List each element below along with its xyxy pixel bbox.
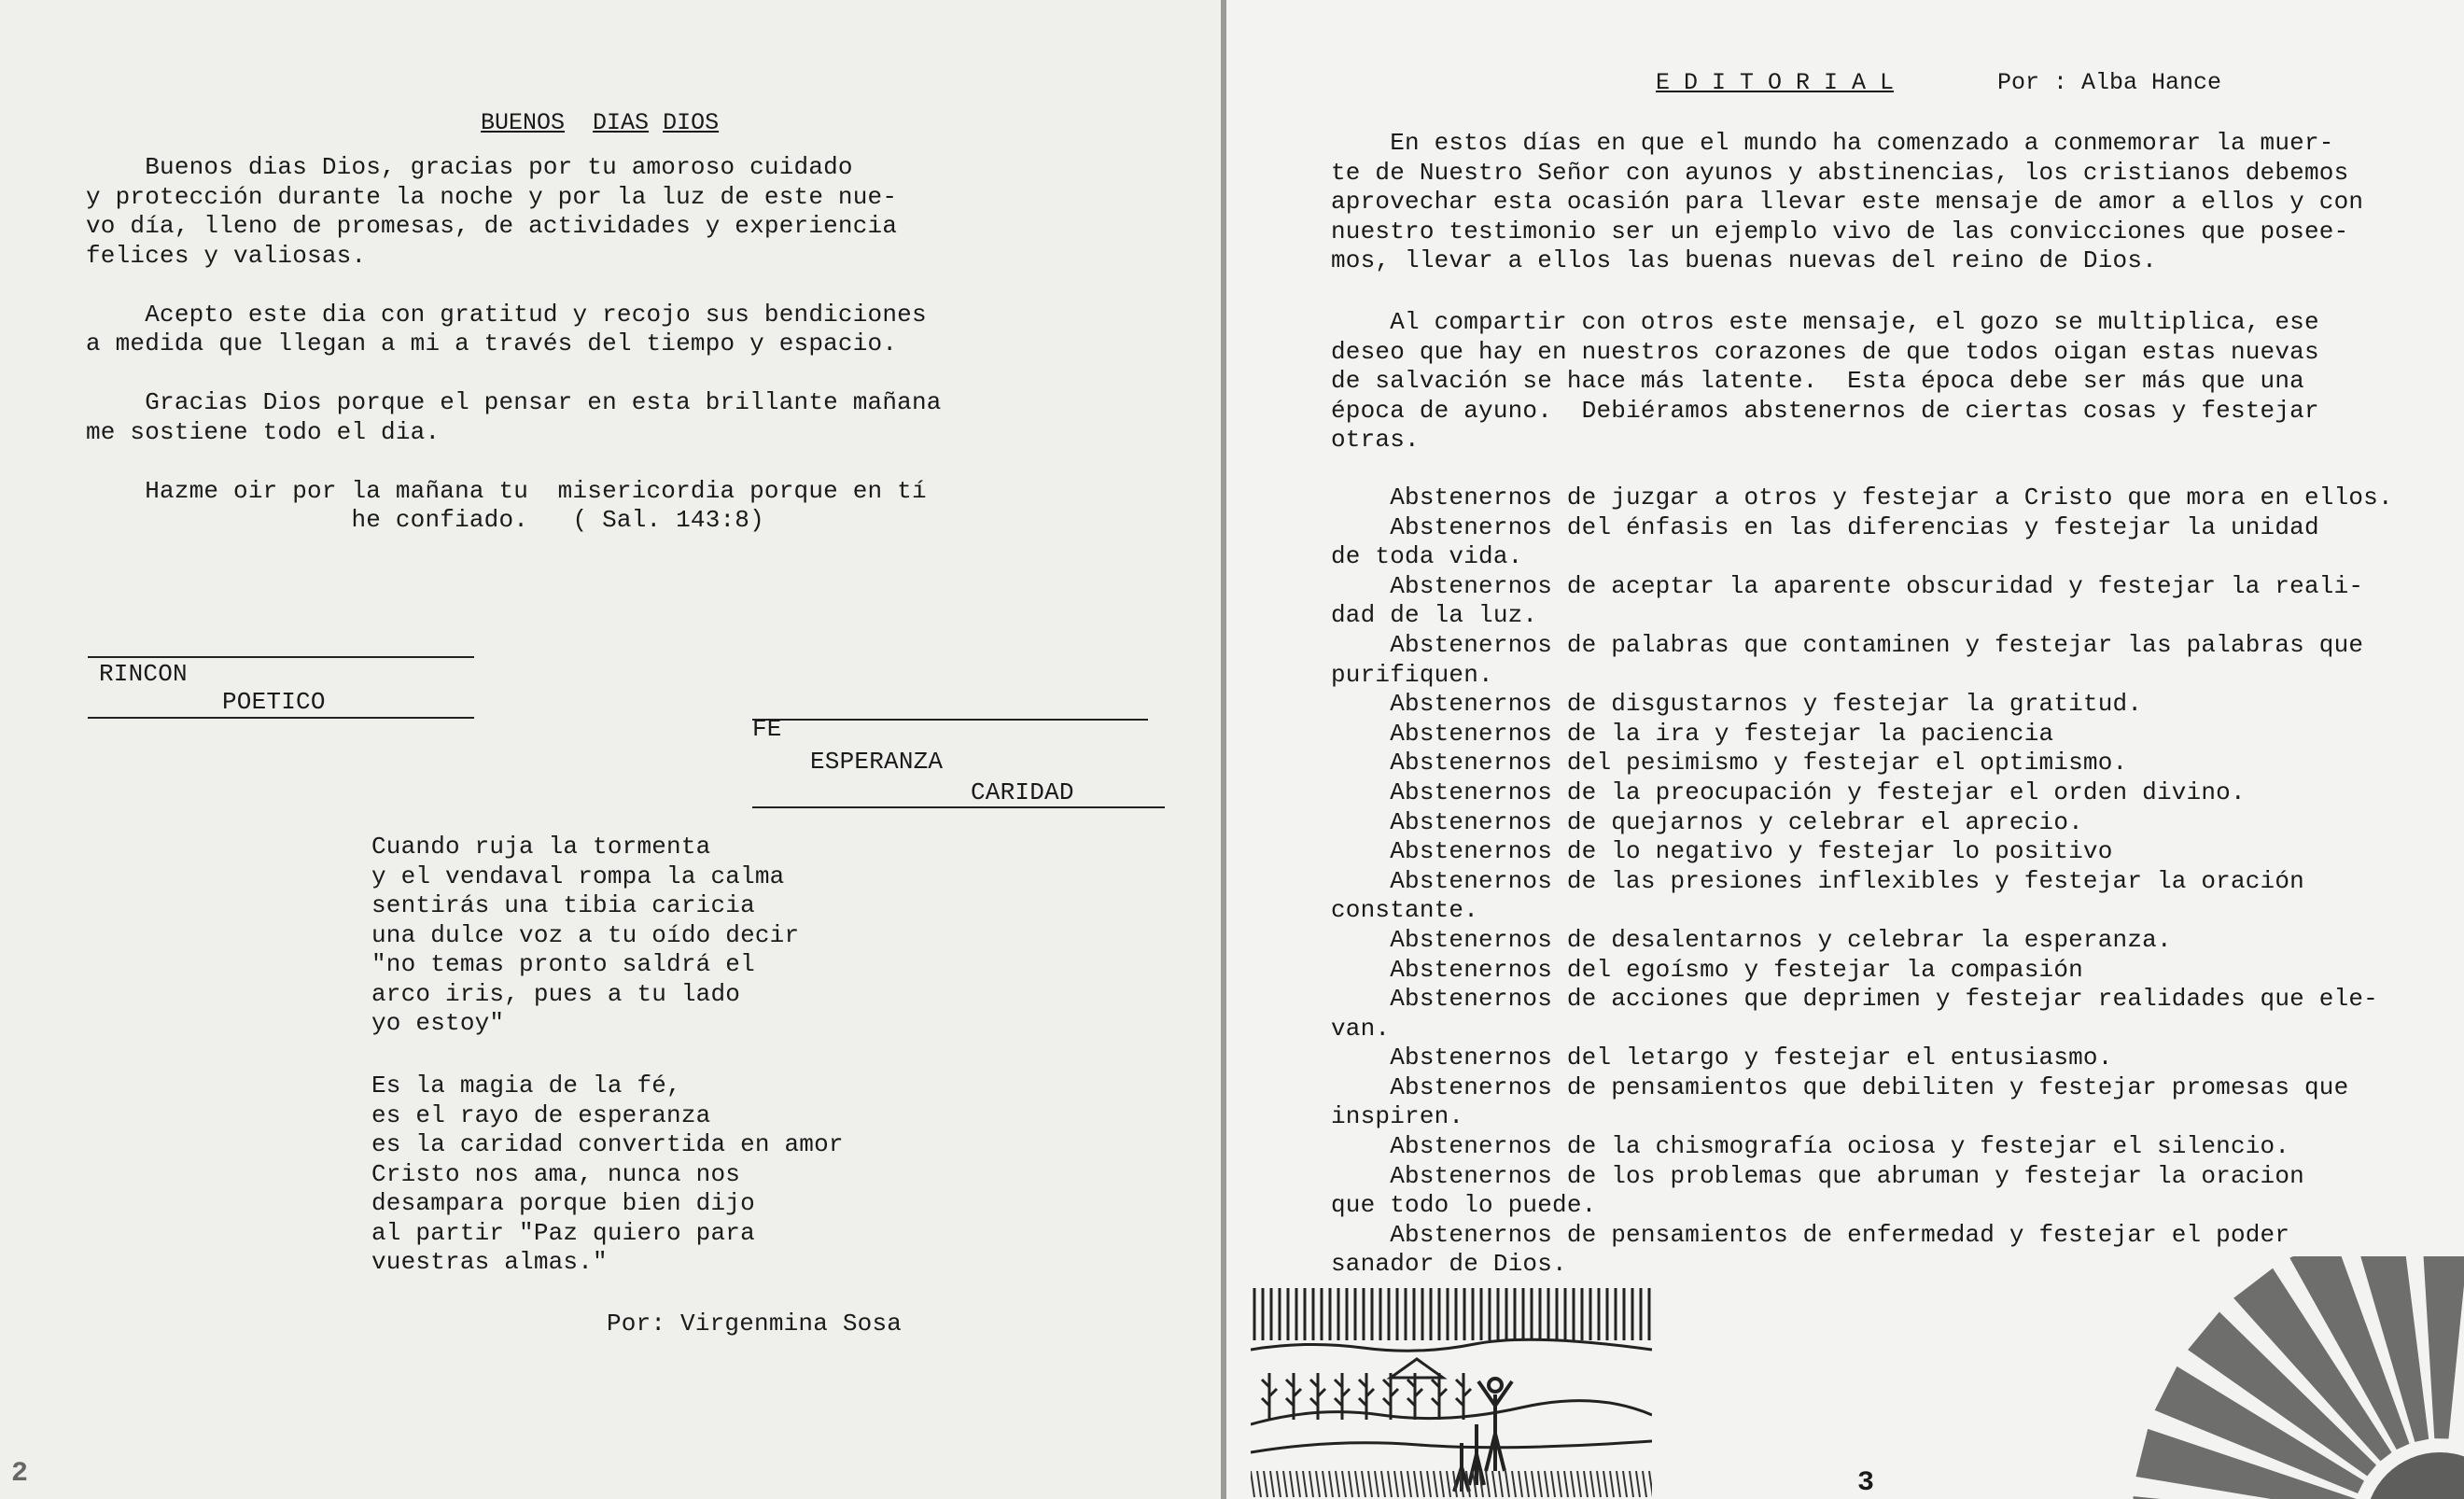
editorial-line: nuestro testimonio ser un ejemplo vivo de las convicciones que posee- (1331, 217, 2349, 245)
editorial-line: época de ayuno. Debiéramos abstenernos de ciertas cosas y festejar (1331, 396, 2319, 425)
title-word: DIAS (593, 109, 650, 136)
prayer-line: y protección durante la noche y por la luz de este nue- (86, 182, 898, 211)
prayer-line: felices y valiosas. (86, 241, 367, 270)
prayer-title (425, 82, 719, 163)
list-line: Abstenernos del énfasis en las diferencias y festejar la unidad (1331, 512, 2319, 541)
editorial-line: Al compartir con otros este mensaje, el gozo se multiplica, ese (1331, 308, 2319, 336)
page-number: 2 (11, 1458, 29, 1490)
prayer-line: Buenos dias Dios, gracias por tu amoroso cuidado (86, 153, 853, 181)
rule-line (752, 806, 1165, 808)
list-line: Abstenernos de acciones que deprimen y festejar realidades que ele- (1331, 985, 2378, 1014)
prayer-line: Gracias Dios porque el pensar en esta brillante mañana (86, 388, 942, 416)
prayer-line: Acepto este dia con gratitud y recojo sus bendiciones (86, 300, 927, 329)
rule-line (88, 717, 474, 719)
poem-line: desampara porque bien dijo (371, 1189, 755, 1217)
list-line: Abstenernos del pesimismo y festejar el optimismo. (1331, 749, 2128, 778)
poem-line: Cuando ruja la tormenta (371, 833, 711, 861)
poem-line: una dulce voz a tu oído decir (371, 920, 800, 949)
poem-author: Por: Virgenmina Sosa (607, 1310, 903, 1338)
editorial-byline: Por : Alba Hance (1997, 69, 2222, 96)
editorial-line: mos, llevar a ellos las buenas nuevas del reino de Dios. (1331, 246, 2157, 274)
list-line: Abstenernos de las presiones inflexibles y festejar la oración (1331, 866, 2304, 895)
editorial-line: aprovechar esta ocasión para llevar este mensaje de amor a ellos y con (1331, 188, 2364, 216)
prayer-line: vo día, lleno de promesas, de actividades y experiencia (86, 212, 898, 240)
sun-illustration (2066, 1256, 2464, 1499)
word-esperanza: ESPERANZA (810, 748, 944, 776)
prayer-line (86, 447, 942, 477)
list-line: Abstenernos de los problemas que abruman y festejar la oracion (1331, 1161, 2304, 1190)
editorial-paragraph-2 (1331, 308, 2319, 455)
rule-line (752, 719, 1148, 721)
prayer-line: me sostiene todo el dia. (86, 417, 441, 446)
list-line: Abstenernos de lo negativo y festejar lo positivo (1331, 837, 2113, 866)
section-rincon: RINCON (99, 660, 188, 688)
landscape-illustration (1251, 1284, 1652, 1499)
list-line: Abstenernos del letargo y festejar el entusiasmo. (1331, 1044, 2113, 1072)
list-line: constante. (1331, 896, 1479, 925)
poem-line: y el vendaval rompa la calma (371, 862, 785, 890)
list-line: Abstenernos de disgustarnos y festejar la gratitud. (1331, 690, 2143, 719)
list-line: que todo lo puede. (1331, 1191, 1597, 1220)
list-line: Abstenernos de pensamientos de enfermedad y festejar el poder (1331, 1220, 2290, 1249)
title-word: DIOS (663, 109, 720, 136)
list-line: Abstenernos de la ira y festejar la paciencia (1331, 719, 2054, 748)
list-line: Abstenernos de palabras que contaminen y festejar las palabras que (1331, 630, 2364, 659)
list-line: Abstenernos de la chismografía ociosa y festejar el silencio. (1331, 1132, 2290, 1161)
prayer-text (86, 153, 942, 536)
prayer-line (86, 359, 942, 389)
poem-stanza-2 (371, 1072, 844, 1278)
editorial-line: de salvación se hace más latente. Esta época debe ser más que una (1331, 367, 2304, 395)
poem-line: es la caridad convertida en amor (371, 1130, 844, 1158)
editorial-line: te de Nuestro Señor con ayunos y abstinencias, los cristianos debemos (1331, 158, 2349, 187)
list-line: Abstenernos de juzgar a otros y festejar a Cristo que mora en ellos. (1331, 483, 2393, 511)
list-line: purifiquen. (1331, 660, 1493, 689)
editorial-line: deseo que hay en nuestros corazones de que todos oigan estas nuevas (1331, 337, 2319, 366)
prayer-line: he confiado. ( Sal. 143:8) (86, 506, 764, 534)
poem-line: Es la magia de la fé, (371, 1072, 681, 1100)
list-line: Abstenernos de aceptar la aparente obscuridad y festejar la reali- (1331, 571, 2364, 600)
list-line: Abstenernos del egoísmo y festejar la compasión (1331, 955, 2083, 984)
list-line: de toda vida. (1331, 542, 1523, 571)
poem-line: yo estoy" (371, 1009, 505, 1037)
poem-line: es el rayo de esperanza (371, 1100, 711, 1129)
list-line: Abstenernos de desalentarnos y celebrar la esperanza. (1331, 925, 2172, 954)
list-line: Abstenernos de quejarnos y celebrar el aprecio. (1331, 807, 2083, 836)
list-line: Abstenernos de pensamientos que debiliten y festejar promesas que (1331, 1072, 2349, 1101)
poem-line: al partir "Paz quiero para (371, 1218, 755, 1247)
page-number: 3 (1857, 1467, 1875, 1499)
list-line: inspiren. (1331, 1102, 1464, 1131)
prayer-line: a medida que llegan a mi a través del tiempo y espacio. (86, 329, 898, 357)
poem-line: "no temas pronto saldrá el (371, 950, 755, 978)
prayer-line (86, 271, 942, 301)
prayer-line: Hazme oir por la mañana tu misericordia porque en tí (86, 476, 927, 505)
left-page (0, 0, 1221, 1499)
poem-stanza-1 (371, 833, 799, 1039)
right-page (1226, 0, 2464, 1499)
poem-line: vuestras almas." (371, 1248, 608, 1276)
word-fe: FE (752, 715, 782, 743)
section-poetico: POETICO (222, 688, 326, 716)
abstenernos-list (1331, 483, 2393, 1280)
list-line: Abstenernos de la preocupación y festejar el orden divino. (1331, 778, 2246, 806)
poem-line: arco iris, pues a tu lado (371, 979, 741, 1008)
poem-line: sentirás una tibia caricia (371, 891, 755, 919)
word-caridad: CARIDAD (971, 778, 1074, 806)
list-line: sanador de Dios. (1331, 1250, 1567, 1279)
editorial-paragraph-1 (1331, 129, 2363, 276)
editorial-line: otras. (1331, 426, 1420, 454)
list-line: van. (1331, 1014, 1391, 1043)
poem-line: Cristo nos ama, nunca nos (371, 1159, 741, 1188)
editorial-title: E D I T O R I A L (1656, 69, 1895, 96)
rule-line (88, 656, 474, 658)
editorial-line: En estos días en que el mundo ha comenzado a conmemorar la muer- (1331, 129, 2334, 157)
title-word: BUENOS (481, 109, 566, 136)
list-line: dad de la luz. (1331, 601, 1538, 630)
